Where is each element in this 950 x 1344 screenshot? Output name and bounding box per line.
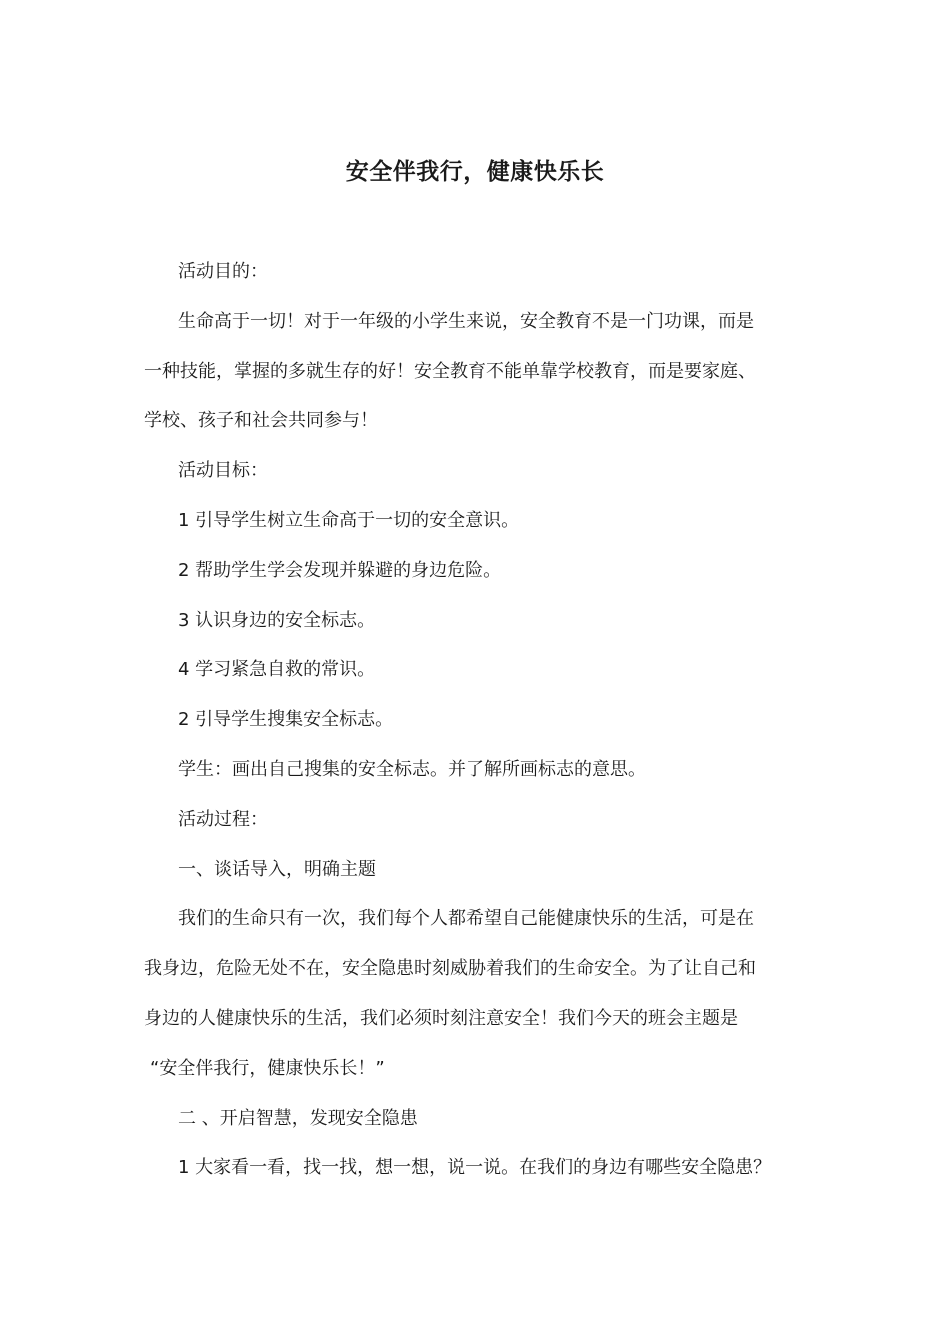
section-heading: 二 、开启智慧，发现安全隐患 — [178, 1107, 418, 1129]
heading-activity-process: 活动过程： — [178, 808, 268, 830]
paragraph-line: 1 大家看一看，找一找，想一想，说一说。在我们的身边有哪些安全隐患？ — [178, 1157, 772, 1179]
goal-item: 4 学习紧急自救的常识。 — [178, 659, 376, 681]
heading-activity-purpose: 活动目的： — [178, 261, 268, 282]
paragraph-line: 一种技能，掌握的多就生存的好！安全教育不能单靠学校教育，而是要家庭、 — [144, 360, 756, 382]
student-task: 学生：画出自己搜集的安全标志。并了解所画标志的意思。 — [178, 758, 646, 780]
document-title: 安全伴我行，健康快乐长 — [345, 159, 605, 185]
goal-item: 2 帮助学生学会发现并躲避的身边危险。 — [178, 559, 502, 581]
paragraph-line: 学校、孩子和社会共同参与！ — [144, 410, 378, 432]
paragraph-line: 我身边，危险无处不在，安全隐患时刻威胁着我们的生命安全。为了让自己和 — [144, 958, 756, 980]
goal-item: 2 引导学生搜集安全标志。 — [178, 709, 394, 731]
goal-item: 1 引导学生树立生命高于一切的安全意识。 — [178, 509, 520, 531]
heading-activity-goals: 活动目标： — [178, 460, 268, 482]
paragraph-line: 生命高于一切！对于一年级的小学生来说，安全教育不是一门功课，而是 — [178, 310, 754, 332]
goal-item: 3 认识身边的安全标志。 — [178, 609, 376, 631]
paragraph-line: 身边的人健康快乐的生活，我们必须时刻注意安全！我们今天的班会主题是 — [144, 1007, 738, 1029]
paragraph-line: 我们的生命只有一次，我们每个人都希望自己能健康快乐的生活，可是在 — [178, 908, 754, 930]
section-heading: 一、谈话导入，明确主题 — [178, 858, 376, 880]
theme-quote: “安全伴我行，健康快乐长！” — [150, 1057, 385, 1079]
document-body — [144, 247, 809, 1193]
